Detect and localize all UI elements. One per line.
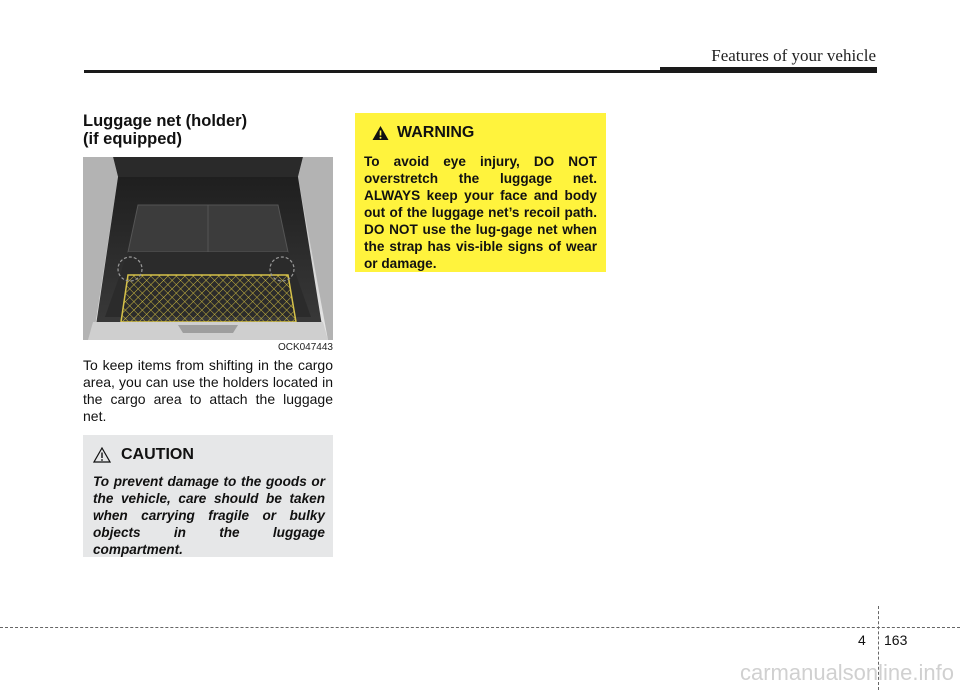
warning-header [372, 121, 597, 145]
chapter-number: 4 [858, 632, 866, 648]
warning-triangle-icon [372, 125, 389, 141]
section-title-line2: (if equipped) [83, 130, 182, 148]
warning-title: WARNING [397, 124, 475, 141]
caution-text: To prevent damage to the goods or the vehicle, care should be taken when carrying fragile or bulky objects in the luggage compartment. [93, 474, 325, 557]
caution-title: CAUTION [121, 446, 194, 463]
figure-code: OCK047443 [277, 342, 333, 353]
caution-triangle-icon [93, 447, 111, 463]
caution-header [93, 443, 325, 467]
warning-box [355, 113, 606, 272]
header-rule-accent [660, 67, 877, 73]
watermark: carmanualsonline.info [739, 660, 954, 685]
body-paragraph: To keep items from shifting in the cargo area, you can use the holders located in the cargo area to attach the luggage net. [83, 357, 333, 424]
running-header: Features of your vehicle [711, 46, 876, 65]
footer-rule [0, 627, 960, 628]
section-title [83, 112, 343, 148]
warning-text: To avoid eye injury, DO NOT overstretch the luggage net. ALWAYS keep your face and body out of the luggage net’s recoil path. DO NOT use the lug-gage net when the strap has vis-ible signs of wear or damage. [364, 154, 597, 271]
cargo-area-illustration [83, 157, 333, 340]
section-title-line1: Luggage net (holder) [83, 112, 248, 130]
caution-box [83, 435, 333, 557]
page-number: 163 [884, 632, 908, 648]
